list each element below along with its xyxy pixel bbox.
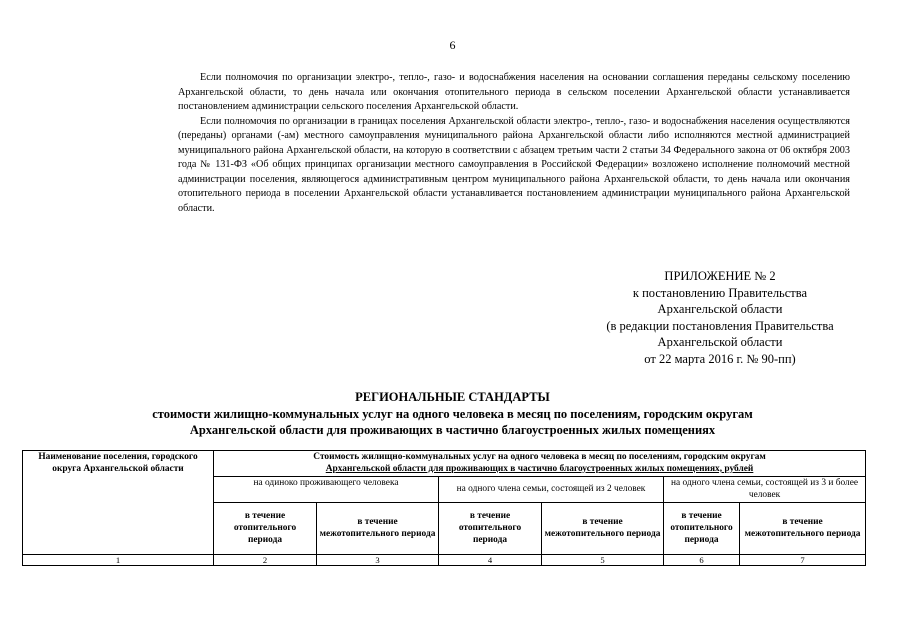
subgroup-single: на одиноко проживающего человека — [214, 477, 439, 503]
heating-period-header: в течение отопительного периода — [664, 503, 740, 555]
appendix-line: к постановлению Правительства — [632, 285, 808, 300]
subgroup-family-3: на одного члена семьи, состоящей из 3 и более человек — [664, 477, 866, 503]
column-number: 4 — [439, 555, 542, 566]
column-number: 6 — [664, 555, 740, 566]
appendix-line: Архангельской области — [657, 302, 783, 316]
heating-period-header: в течение отопительного периода — [439, 503, 542, 555]
document-title — [0, 389, 905, 439]
cost-group-header — [214, 451, 866, 477]
cost-header-line: Архангельской области для проживающих в частично благоустроенных жилых помещениях, рублей — [325, 463, 754, 474]
paragraph: Если полномочия по организации электро-, тепло-, газо- и водоснабжения населения на основании соглашения переданы сельскому поселению Архангельской области, то день начала или окончания отопительного периода в сельском поселении Архангельской области устанавливается постановлением администрации сельского поселения Архангельской области. — [178, 72, 850, 112]
column-number: 2 — [214, 555, 317, 566]
title-heading: РЕГИОНАЛЬНЫЕ СТАНДАРТЫ — [355, 390, 550, 404]
appendix-line: (в редакции постановления Правительства — [606, 318, 834, 333]
title-subline: Архангельской области для проживающих в частично благоустроенных жилых помещениях — [189, 423, 716, 437]
column-number: 1 — [23, 555, 214, 566]
standards-table — [22, 450, 866, 566]
column-number: 3 — [317, 555, 439, 566]
appendix-block — [520, 268, 905, 367]
interheating-period-header: в течение межотопительного периода — [740, 503, 866, 555]
column-number: 5 — [542, 555, 664, 566]
appendix-heading: ПРИЛОЖЕНИЕ № 2 — [664, 269, 776, 283]
cost-header-line: Стоимость жилищно-коммунальных услуг на одного человека в месяц по поселениям, городским округам — [313, 452, 766, 462]
subgroup-family-2: на одного члена семьи, состоящей из 2 человек — [439, 477, 664, 503]
heating-period-header: в течение отопительного периода — [214, 503, 317, 555]
page-number: 6 — [449, 38, 456, 52]
settlement-name-header: Наименование поселения, городского округа Архангельской области — [23, 451, 214, 555]
column-number: 7 — [740, 555, 866, 566]
paragraph: Если полномочия по организации в границах поселения Архангельской области электро-, тепло-, газо- и водоснабжения населения осуществляются (переданы) органами (-ам) местного самоуправления муниципального района Архангельской области либо исполняются местной администрацией муниципального района Архангельской области, на которую в соответствии с абзацем третьим части 2 статьи 34 Федерального закона от 06 октября 2003 года № 131-ФЗ «Об общих принципах организации местного самоуправления в Российской Федерации» возложено исполнение полномочий местной администрации поселения, являющегося административным центром муниципального района Архангельской области, то день начала или окончания отопительного периода в поселении Архангельской области устанавливается постановлением администрации муниципального района Архангельской области. — [178, 115, 850, 214]
title-subline: стоимости жилищно-коммунальных услуг на одного человека в месяц по поселениям, городским округам — [152, 406, 753, 421]
body-text — [178, 71, 850, 216]
appendix-line: от 22 марта 2016 г. № 90-пп) — [644, 351, 796, 366]
interheating-period-header: в течение межотопительного периода — [317, 503, 439, 555]
interheating-period-header: в течение межотопительного периода — [542, 503, 664, 555]
appendix-line: Архангельской области — [657, 335, 783, 349]
